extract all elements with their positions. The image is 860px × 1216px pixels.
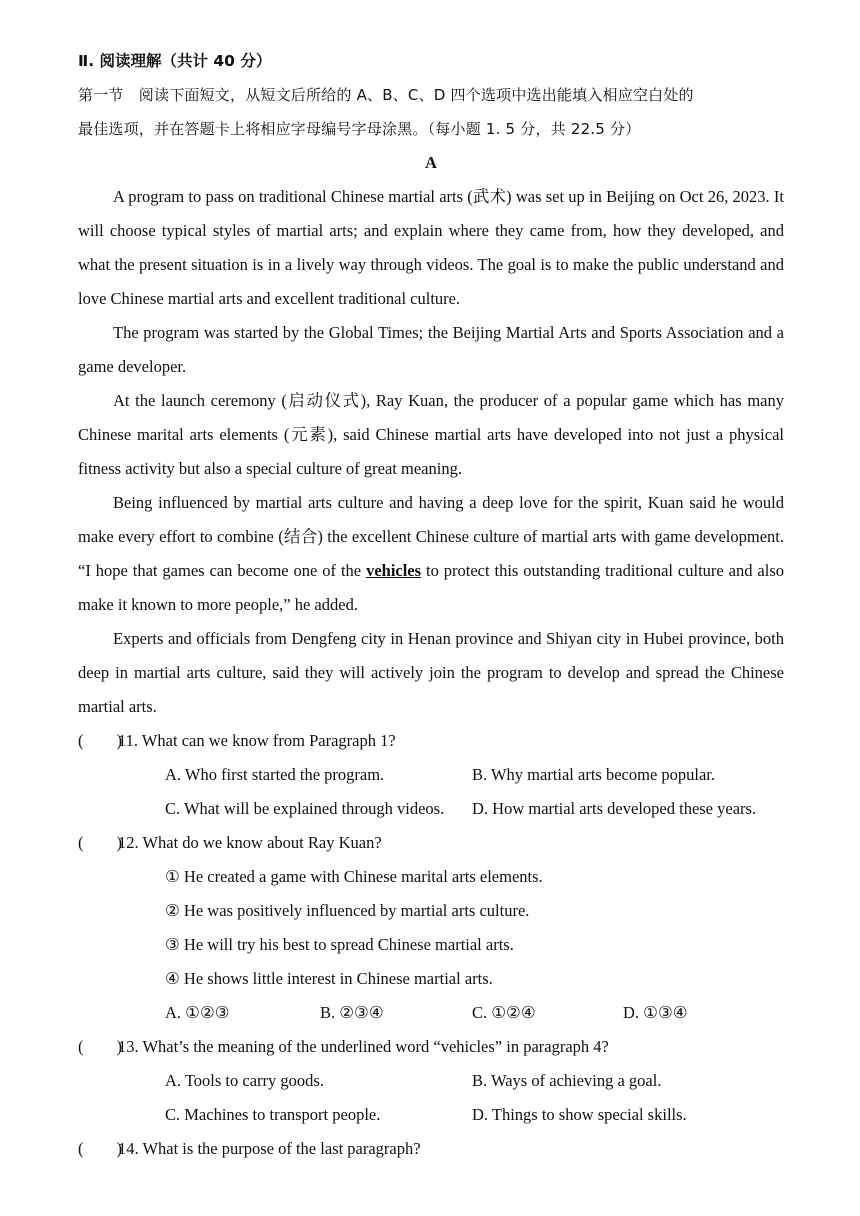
question-stem: 14. What is the purpose of the last paragraph? — [118, 1139, 421, 1158]
question-11-options-row-1 — [78, 758, 784, 792]
paragraph-4-after: to protect this outstanding traditional culture and also make it known to more people,” he added. — [78, 561, 784, 614]
option-c[interactable]: C. What will be explained through videos. — [165, 799, 445, 818]
paragraph-4-before: Being influenced by martial arts culture and having a deep love for the spirit, Kuan said he would make every effort to combine (结合) the excellent Chinese culture of martial arts with game development. “I hope that games can become one of the — [78, 493, 784, 580]
question-11 — [78, 724, 784, 758]
option-b[interactable]: B. Why martial arts become popular. — [472, 765, 716, 784]
answer-blank[interactable]: ( ) — [78, 833, 122, 852]
answer-blank[interactable]: ( ) — [78, 1037, 122, 1056]
option-b[interactable]: B. Ways of achieving a goal. — [472, 1071, 662, 1090]
paragraph-4 — [78, 486, 784, 622]
option-b[interactable]: B. ②③④ — [320, 1003, 384, 1022]
statement-4: ④ He shows little interest in Chinese martial arts. — [165, 969, 493, 988]
answer-blank[interactable]: ( ) — [78, 731, 122, 750]
option-c[interactable]: C. Machines to transport people. — [165, 1105, 381, 1124]
question-14 — [78, 1132, 784, 1166]
paragraph-1: A program to pass on traditional Chinese martial arts (武术) was set up in Beijing on Oct 26, 2023. It will choose typical styles of martial arts; and explain where they came from, how they developed, and what the present situation is in a lively way through videos. The goal is to make the public understand and love Chinese martial arts and excellent traditional culture. — [78, 187, 784, 308]
question-stem: 13. What’s the meaning of the underlined word “vehicles” in paragraph 4? — [118, 1037, 609, 1056]
instructions-line-1: 第一节 阅读下面短文，从短文后所给的 A、B、C、D 四个选项中选出能填入相应空白处的 — [78, 86, 694, 104]
question-13-options-row-1 — [78, 1064, 784, 1098]
option-d[interactable]: D. How martial arts developed these years. — [472, 799, 757, 818]
question-11-options-row-2 — [78, 792, 784, 826]
option-a[interactable]: A. ①②③ — [165, 1003, 230, 1022]
passage — [78, 180, 784, 724]
instructions-line-2: 最佳选项，并在答题卡上将相应字母编号字母涂黑。（每小题 1. 5 分，共 22.5 分） — [78, 120, 641, 138]
option-c[interactable]: C. ①②④ — [472, 1003, 536, 1022]
paragraph-2: The program was started by the Global Times; the Beijing Martial Arts and Sports Association and a game developer. — [78, 323, 784, 376]
passage-label: A — [425, 153, 437, 172]
section-title: Ⅱ. 阅读理解（共计 40 分） — [78, 52, 272, 70]
answer-blank[interactable]: ( ) — [78, 1139, 122, 1158]
question-13 — [78, 1030, 784, 1064]
statement-3: ③ He will try his best to spread Chinese martial arts. — [165, 935, 514, 954]
underlined-word-vehicles: vehicles — [366, 561, 422, 580]
question-stem: 12. What do we know about Ray Kuan? — [118, 833, 382, 852]
question-12-options — [78, 996, 784, 1030]
question-stem: 11. What can we know from Paragraph 1? — [118, 731, 396, 750]
paragraph-5: Experts and officials from Dengfeng city in Henan province and Shiyan city in Hubei province, both deep in martial arts culture, said they will actively join the program to develop and spread the Chinese martial arts. — [78, 629, 784, 716]
question-13-options-row-2 — [78, 1098, 784, 1132]
option-a[interactable]: A. Who first started the program. — [165, 765, 385, 784]
question-12 — [78, 826, 784, 860]
option-a[interactable]: A. Tools to carry goods. — [165, 1071, 324, 1090]
option-d[interactable]: D. Things to show special skills. — [472, 1105, 687, 1124]
paragraph-3: At the launch ceremony (启动仪式), Ray Kuan, the producer of a popular game which has many Chinese marital arts elements (元素), said Chinese martial arts have developed into not just a physical fitness activity but also a special culture of great meaning. — [78, 391, 784, 478]
exam-page — [78, 44, 784, 1166]
statement-1: ① He created a game with Chinese marital arts elements. — [165, 867, 543, 886]
statement-2: ② He was positively influenced by martial arts culture. — [165, 901, 530, 920]
option-d[interactable]: D. ①③④ — [623, 1003, 688, 1022]
